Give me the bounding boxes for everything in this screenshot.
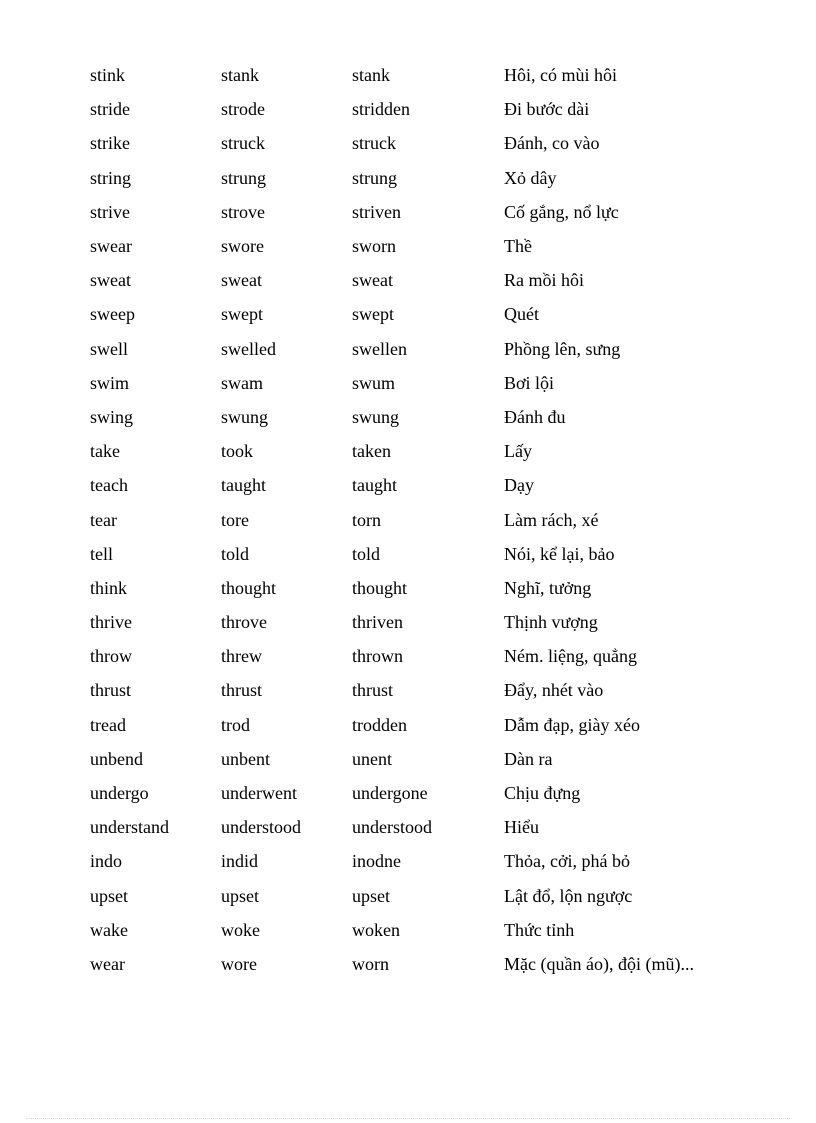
- verb-meaning: Dạy: [504, 475, 534, 496]
- verb-base-form: strive: [90, 201, 130, 222]
- verb-base-form: unbend: [90, 748, 143, 769]
- verb-row: [90, 468, 744, 502]
- verb-base-form: wear: [90, 953, 125, 974]
- verb-row: [90, 58, 744, 92]
- verb-meaning: Làm rách, xé: [504, 509, 599, 530]
- verb-row: [90, 195, 744, 229]
- verb-meaning: Đẩy, nhét vào: [504, 680, 604, 701]
- verb-base-form: swim: [90, 372, 130, 393]
- verb-meaning: Dẫm đạp, giày xéo: [504, 714, 640, 735]
- verb-past-simple: taught: [221, 475, 266, 496]
- verb-past-simple: strode: [221, 99, 265, 120]
- verb-past-participle: swung: [352, 406, 400, 427]
- verb-row: [90, 571, 744, 605]
- verb-base-form: tell: [90, 543, 113, 564]
- verb-past-simple: strove: [221, 201, 265, 222]
- verb-meaning: Ném. liệng, quẳng: [504, 646, 637, 667]
- verb-row: [90, 844, 744, 878]
- verb-past-participle: trodden: [352, 714, 407, 735]
- verb-past-participle: torn: [352, 509, 381, 530]
- verb-row: [90, 810, 744, 844]
- verb-meaning: Mặc (quần áo), đội (mũ)...: [504, 953, 694, 974]
- verb-past-simple: sweat: [221, 270, 262, 291]
- verb-past-simple: swept: [221, 304, 263, 325]
- verb-past-participle: stridden: [352, 99, 410, 120]
- verb-base-form: take: [90, 441, 120, 462]
- verb-past-participle: worn: [352, 953, 389, 974]
- verb-base-form: swell: [90, 338, 128, 359]
- verb-meaning: Đánh đu: [504, 406, 566, 427]
- verb-past-participle: taken: [352, 441, 391, 462]
- verb-past-simple: swung: [221, 406, 269, 427]
- verb-base-form: sweat: [90, 270, 131, 291]
- page-bottom-divider: [26, 1118, 790, 1119]
- verb-past-simple: trod: [221, 714, 250, 735]
- verb-past-participle: sweat: [352, 270, 393, 291]
- verb-past-participle: thrown: [352, 646, 403, 667]
- verb-row: [90, 742, 744, 776]
- verb-base-form: stride: [90, 99, 130, 120]
- verb-base-form: upset: [90, 885, 128, 906]
- verb-past-participle: swept: [352, 304, 394, 325]
- verb-past-participle: understood: [352, 817, 432, 838]
- verb-past-simple: woke: [221, 919, 260, 940]
- verb-row: [90, 537, 744, 571]
- verb-meaning: Ra mồi hôi: [504, 270, 584, 291]
- verb-past-simple: unbent: [221, 748, 270, 769]
- verb-row: [90, 161, 744, 195]
- verb-past-simple: threw: [221, 646, 262, 667]
- verb-past-participle: taught: [352, 475, 397, 496]
- verb-row: [90, 366, 744, 400]
- verb-past-participle: thriven: [352, 612, 403, 633]
- verb-past-participle: sworn: [352, 236, 396, 257]
- verb-row: [90, 913, 744, 947]
- verb-past-participle: strung: [352, 167, 397, 188]
- verb-base-form: stink: [90, 65, 126, 86]
- verb-past-participle: striven: [352, 201, 401, 222]
- verb-past-simple: stank: [221, 65, 259, 86]
- verb-row: [90, 126, 744, 160]
- verb-row: [90, 434, 744, 468]
- verb-past-participle: thought: [352, 577, 408, 598]
- verb-past-simple: told: [221, 543, 250, 564]
- verb-past-simple: upset: [221, 885, 259, 906]
- verb-past-simple: struck: [221, 133, 265, 154]
- verb-past-participle: swum: [352, 372, 396, 393]
- verb-row: [90, 879, 744, 913]
- verb-meaning: Thề: [504, 236, 532, 257]
- irregular-verbs-table: [90, 58, 744, 981]
- verb-table-body: [90, 58, 744, 981]
- verb-row: [90, 947, 744, 981]
- verb-meaning: Đánh, co vào: [504, 133, 600, 154]
- verb-meaning: Thỏa, cởi, phá bỏ: [504, 851, 630, 872]
- verb-base-form: think: [90, 577, 128, 598]
- verb-past-participle: stank: [352, 65, 390, 86]
- verb-row: [90, 297, 744, 331]
- verb-row: [90, 605, 744, 639]
- verb-row: [90, 92, 744, 126]
- verb-meaning: Chịu đựng: [504, 783, 581, 804]
- verb-base-form: throw: [90, 646, 132, 667]
- verb-past-simple: thought: [221, 577, 277, 598]
- verb-base-form: undergo: [90, 783, 149, 804]
- verb-past-participle: woken: [352, 919, 400, 940]
- verb-past-simple: throve: [221, 612, 267, 633]
- verb-past-simple: underwent: [221, 783, 297, 804]
- verb-meaning: Bơi lội: [504, 372, 555, 393]
- verb-past-participle: inodne: [352, 851, 401, 872]
- verb-row: [90, 263, 744, 297]
- verb-base-form: indo: [90, 851, 123, 872]
- verb-row: [90, 400, 744, 434]
- verb-meaning: Xỏ dây: [504, 167, 557, 188]
- verb-base-form: thrust: [90, 680, 132, 701]
- verb-past-simple: swam: [221, 372, 263, 393]
- verb-meaning: Hiểu: [504, 817, 539, 838]
- verb-past-simple: understood: [221, 817, 301, 838]
- verb-meaning: Thức tỉnh: [504, 919, 575, 940]
- verb-meaning: Phồng lên, sưng: [504, 338, 621, 359]
- verb-base-form: teach: [90, 475, 128, 496]
- verb-past-participle: struck: [352, 133, 396, 154]
- verb-past-participle: told: [352, 543, 381, 564]
- verb-past-simple: indid: [221, 851, 259, 872]
- verb-base-form: tear: [90, 509, 117, 530]
- verb-past-simple: took: [221, 441, 254, 462]
- verb-base-form: understand: [90, 817, 169, 838]
- verb-past-simple: tore: [221, 509, 249, 530]
- verb-meaning: Lấy: [504, 441, 532, 462]
- verb-meaning: Nghĩ, tưởng: [504, 577, 592, 598]
- verb-base-form: swing: [90, 406, 134, 427]
- verb-row: [90, 708, 744, 742]
- verb-past-participle: swellen: [352, 338, 407, 359]
- verb-meaning: Nói, kể lại, bảo: [504, 543, 615, 564]
- verb-base-form: swear: [90, 236, 132, 257]
- verb-past-simple: wore: [221, 953, 257, 974]
- verb-base-form: wake: [90, 919, 128, 940]
- verb-row: [90, 502, 744, 536]
- verb-meaning: Quét: [504, 304, 539, 325]
- verb-meaning: Cố gắng, nổ lực: [504, 201, 619, 222]
- verb-past-participle: thrust: [352, 680, 394, 701]
- verb-past-participle: upset: [352, 885, 390, 906]
- verb-meaning: Lật đổ, lộn ngược: [504, 885, 633, 906]
- verb-row: [90, 673, 744, 707]
- verb-past-simple: strung: [221, 167, 266, 188]
- verb-meaning: Dàn ra: [504, 748, 553, 769]
- verb-row: [90, 776, 744, 810]
- verb-base-form: strike: [90, 133, 130, 154]
- verb-row: [90, 332, 744, 366]
- verb-base-form: sweep: [90, 304, 135, 325]
- verb-past-simple: swelled: [221, 338, 276, 359]
- verb-meaning: Hôi, có mùi hôi: [504, 65, 617, 86]
- verb-meaning: Thịnh vượng: [504, 612, 598, 633]
- verb-base-form: thrive: [90, 612, 132, 633]
- verb-base-form: string: [90, 167, 132, 188]
- verb-past-simple: thrust: [221, 680, 263, 701]
- verb-past-simple: swore: [221, 236, 264, 257]
- verb-past-participle: undergone: [352, 783, 428, 804]
- verb-row: [90, 639, 744, 673]
- verb-row: [90, 229, 744, 263]
- verb-base-form: tread: [90, 714, 126, 735]
- verb-past-participle: unent: [352, 748, 392, 769]
- verb-meaning: Đi bước dài: [504, 99, 590, 120]
